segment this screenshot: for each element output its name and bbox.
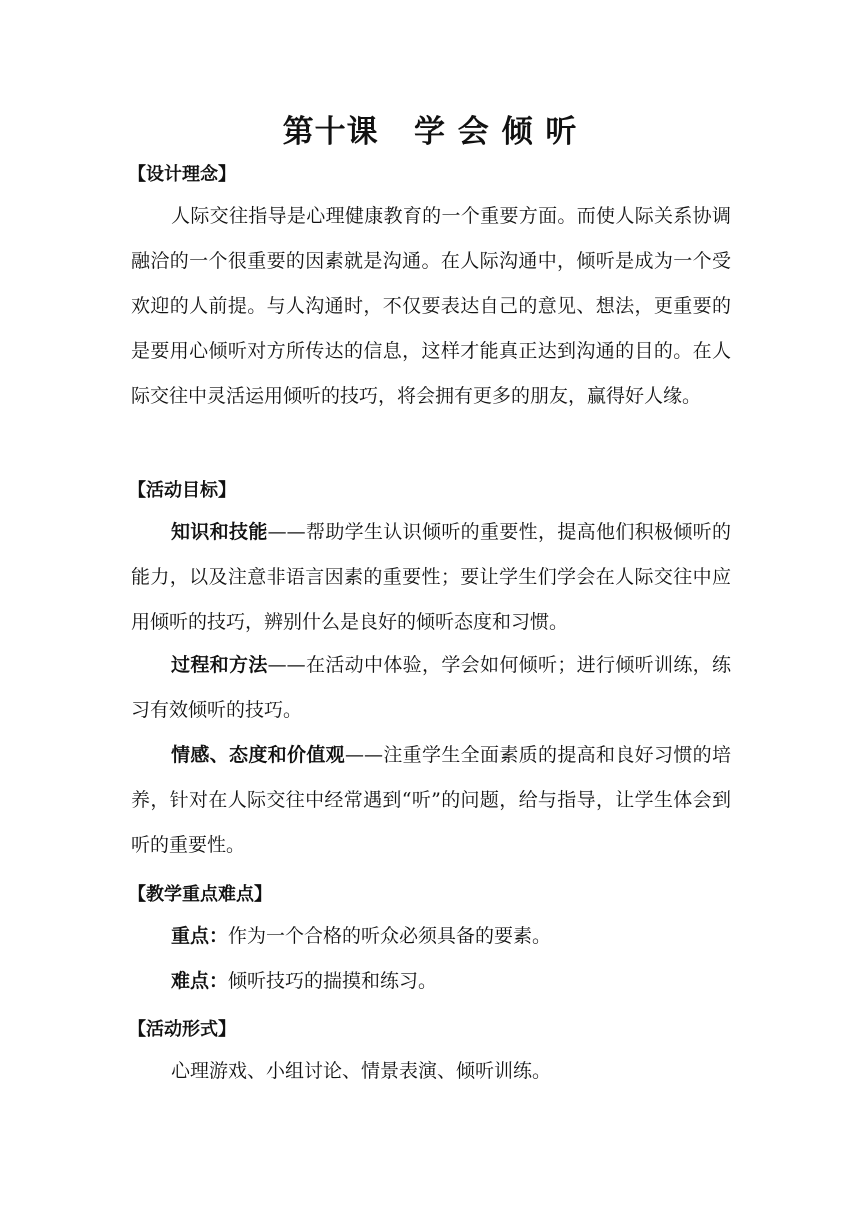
paragraph-activity-forms: 心理游戏、小组讨论、情景表演、倾听训练。 (171, 1060, 552, 1082)
goal-emotion-values (131, 733, 731, 868)
heading-design-concept: 【设计理念】 (128, 164, 236, 185)
lesson-title: 第十课 学 会 倾 听 (282, 114, 578, 150)
goal-text: ——帮助学生认识倾听的重要性，提高他们积极倾听的能力，以及注意非语言因素的重要性；要让学生们学会在人际交往中应用倾听的技巧，辨别什么是良好的倾听态度和习惯。 (131, 521, 731, 633)
heading-key-points: 【教学重点难点】 (128, 884, 272, 905)
key-point-text: 作为一个合格的听众必须具备的要素。 (228, 925, 552, 947)
key-point-lead: 重点： (171, 925, 229, 947)
key-point-focus (131, 914, 731, 959)
key-point-difficulty (131, 959, 731, 1004)
goal-text: ——注重学生全面素质的提高和良好习惯的培养，针对在人际交往中经常遇到“听”的问题，给与指导，让学生体会到听的重要性。 (131, 744, 731, 856)
key-point-lead: 难点： (171, 970, 229, 992)
paragraph-design-concept: 人际交往指导是心理健康教育的一个重要方面。而使人际关系协调融洽的一个很重要的因素就是沟通。在人际沟通中，倾听是成为一个受欢迎的人前提。与人沟通时，不仅要表达自己的意见、想法，更重要的是要用心倾听对方所传达的信息，这样才能真正达到沟通的目的。在人际交往中灵活运用倾听的技巧，将会拥有更多的朋友，赢得好人缘。 (131, 205, 731, 407)
goal-knowledge-skills (131, 510, 731, 645)
goal-lead: 过程和方法 (171, 654, 268, 676)
goal-process-methods (131, 643, 731, 733)
heading-activity-forms: 【活动形式】 (128, 1019, 236, 1040)
goal-lead: 知识和技能 (171, 521, 268, 543)
key-point-text: 倾听技巧的揣摸和练习。 (228, 970, 438, 992)
goal-lead: 情感、态度和价值观 (171, 744, 345, 766)
heading-activity-goals: 【活动目标】 (128, 480, 236, 501)
goal-text: ——在活动中体验，学会如何倾听；进行倾听训练，练习有效倾听的技巧。 (131, 654, 731, 721)
